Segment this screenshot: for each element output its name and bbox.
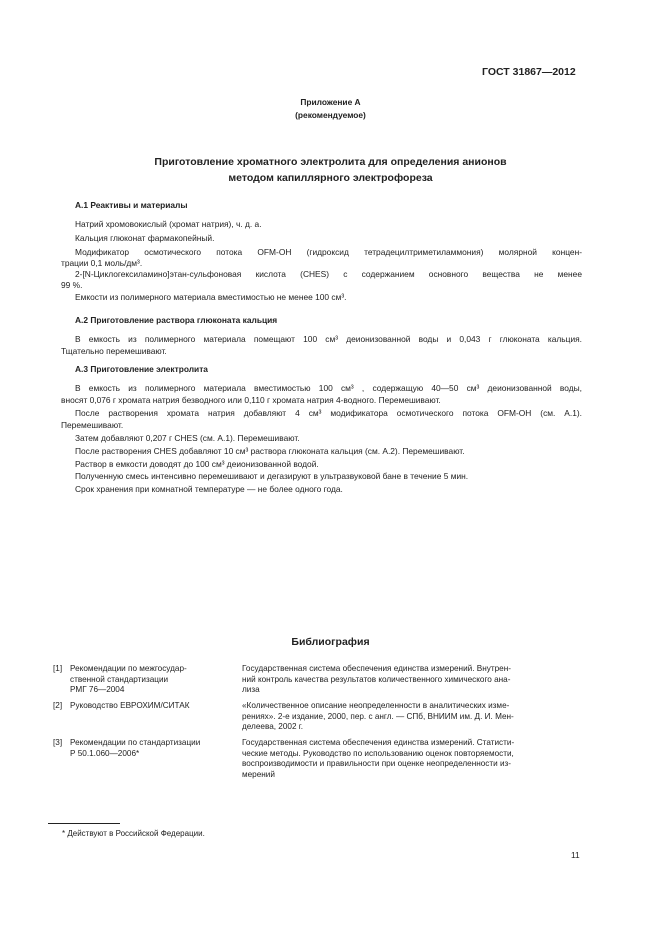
bibliography-title: Библиография — [291, 636, 370, 648]
standard-code: ГОСТ 31867—2012 — [482, 66, 576, 78]
paragraph-line: В емкость из полимерного материала помещают 100 см³ деионизованной воды и 0,043 г глюконата кальция. — [75, 334, 582, 344]
bib-source: Рекомендации по межгосудар- ственной стандартизации РМГ 76—2004 — [70, 664, 187, 695]
paragraph-line: Срок хранения при комнатной температуре — не более одного года. — [75, 484, 343, 494]
paragraph-line: После растворения хромата натрия добавляют 4 см³ модификатора осмотического потока OFM-OH (см. А.1). — [75, 408, 582, 418]
appendix-title: Приложение А — [300, 97, 361, 107]
paragraph-line: Перемешивают. — [61, 420, 124, 430]
paragraph-line: Емкости из полимерного материала вместимостью не менее 100 см³. — [75, 292, 347, 302]
doc-title-line2: методом капиллярного электрофореза — [228, 172, 433, 184]
doc-title-line1: Приготовление хроматного электролита для определения анионов — [154, 156, 507, 168]
footnote-divider — [48, 823, 120, 824]
bib-description: «Количественное описание неопределенности в аналитических изме- рениях». 2-е издание, 2000, пер. с англ. — СПб, ВНИИМ им. Д. И. Мен- делеева, 2002 г. — [242, 701, 514, 732]
section-a2-heading: А.2 Приготовление раствора глюконата кальция — [75, 315, 278, 325]
paragraph-line: Раствор в емкости доводят до 100 см³ деионизованной водой. — [75, 459, 319, 469]
paragraph-line: После растворения CHES добавляют 10 см³ раствора глюконата кальция (см. А.2). Перемешивают. — [75, 446, 465, 456]
bib-source: Руководство ЕВРОХИМ/СИТАК — [70, 701, 190, 710]
paragraph-line: 99 %. — [61, 280, 83, 290]
bib-num: [2] — [53, 701, 63, 710]
paragraph-line: Тщательно перемешивают. — [61, 346, 167, 356]
bib-description: Государственная система обеспечения единства измерений. Внутрен- ний контроль качества результатов количественного химического ана- лиза — [242, 664, 511, 695]
appendix-kind: (рекомендуемое) — [295, 110, 366, 120]
paragraph-line: В емкость из полимерного материала вместимостью 100 см³ , содержащую 40—50 см³ деионизованной воды, — [75, 383, 582, 393]
paragraph-line: Кальция глюконат фармакопейный. — [75, 233, 215, 243]
page-number: 11 — [571, 850, 580, 860]
bib-num: [3] — [53, 738, 63, 747]
paragraph-line: трации 0,1 моль/дм³. — [61, 258, 143, 268]
paragraph-line: Модификатор осмотического потока OFM-OH (гидроксид тетрадецилтриметиламмония) молярной концен- — [75, 247, 582, 257]
section-a3-heading: А.3 Приготовление электролита — [75, 364, 208, 374]
bib-num: [1] — [53, 664, 63, 673]
bib-description: Государственная система обеспечения единства измерений. Статисти- ческие методы. Руководство по использованию оценок повторяемости, воспроизводимости и правильности при оценке неопределенности из- мерений — [242, 738, 515, 779]
paragraph-line: вносят 0,076 г хромата натрия безводного или 0,110 г хромата натрия 4-водного. Перемешивают. — [61, 395, 441, 405]
paragraph-line: Полученную смесь интенсивно перемешивают и дегазируют в ультразвуковой бане в течение 5 мин. — [75, 471, 469, 481]
section-a1-heading: А.1 Реактивы и материалы — [75, 200, 188, 210]
paragraph-line: Затем добавляют 0,207 г CHES (см. А.1). Перемешивают. — [75, 433, 300, 443]
footnote: * Действуют в Российской Федерации. — [62, 829, 205, 838]
paragraph-line: 2-[N-Циклогексиламино]этан-сульфоновая кислота (CHES) с содержанием основного вещества не менее — [75, 269, 582, 279]
bib-source: Рекомендации по стандартизации Р 50.1.060—2006* — [70, 738, 201, 758]
paragraph-line: Натрий хромовокислый (хромат натрия), ч. д. а. — [75, 219, 262, 229]
